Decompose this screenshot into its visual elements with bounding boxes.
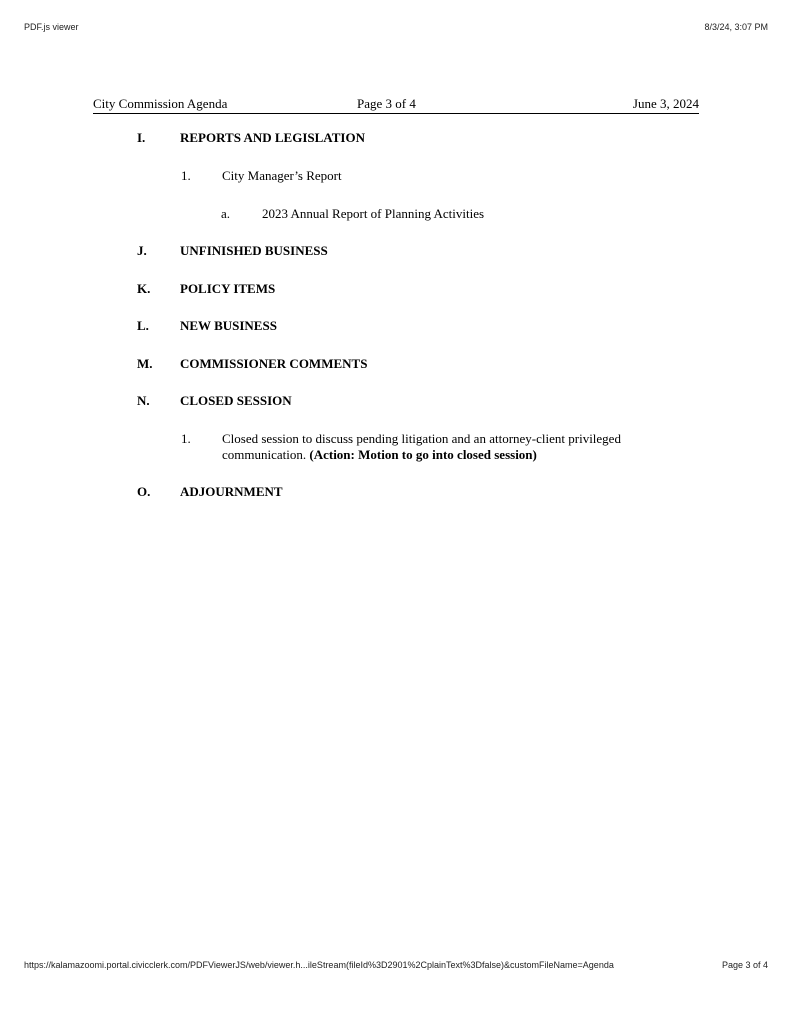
section-title: ADJOURNMENT (180, 484, 283, 499)
section-letter: N. (137, 393, 150, 408)
item-number: 1. (181, 168, 191, 183)
running-header-date: June 3, 2024 (632, 96, 699, 111)
section-title: UNFINISHED BUSINESS (180, 243, 328, 258)
item-action: (Action: Motion to go into closed session) (309, 447, 537, 462)
item-text: Closed session to discuss pending litigation and an attorney-client privileged communication. (222, 431, 621, 462)
section-title: CLOSED SESSION (180, 393, 292, 408)
section-title: COMMISSIONER COMMENTS (180, 356, 368, 371)
running-header-title: City Commission Agenda (93, 96, 228, 111)
item-number: 1. (181, 431, 191, 446)
running-header-page: Page 3 of 4 (357, 96, 416, 111)
item-text: City Manager’s Report (222, 168, 342, 183)
section-letter: I. (137, 130, 146, 145)
section-letter: J. (137, 243, 147, 258)
section-letter: K. (137, 281, 151, 296)
section-title: NEW BUSINESS (180, 318, 277, 333)
closed-session-description (222, 431, 652, 463)
running-header (93, 96, 699, 114)
footer-page-indicator: Page 3 of 4 (721, 960, 768, 970)
browser-tab-title: PDF.js viewer (24, 22, 79, 32)
section-letter: O. (137, 484, 151, 499)
print-datetime: 8/3/24, 3:07 PM (704, 22, 768, 32)
subitem-letter: a. (221, 206, 231, 221)
section-letter: L. (137, 318, 149, 333)
section-letter: M. (137, 356, 153, 371)
subitem-text: 2023 Annual Report of Planning Activities (262, 206, 485, 221)
section-title: POLICY ITEMS (180, 281, 276, 296)
page-url: https://kalamazoomi.portal.civicclerk.com/PDFViewerJS/web/viewer.h...ileStream(fileId%3D2901%2CplainText%3Dfalse)&customFileName=Agenda (24, 960, 614, 970)
section-title: REPORTS AND LEGISLATION (180, 130, 365, 145)
